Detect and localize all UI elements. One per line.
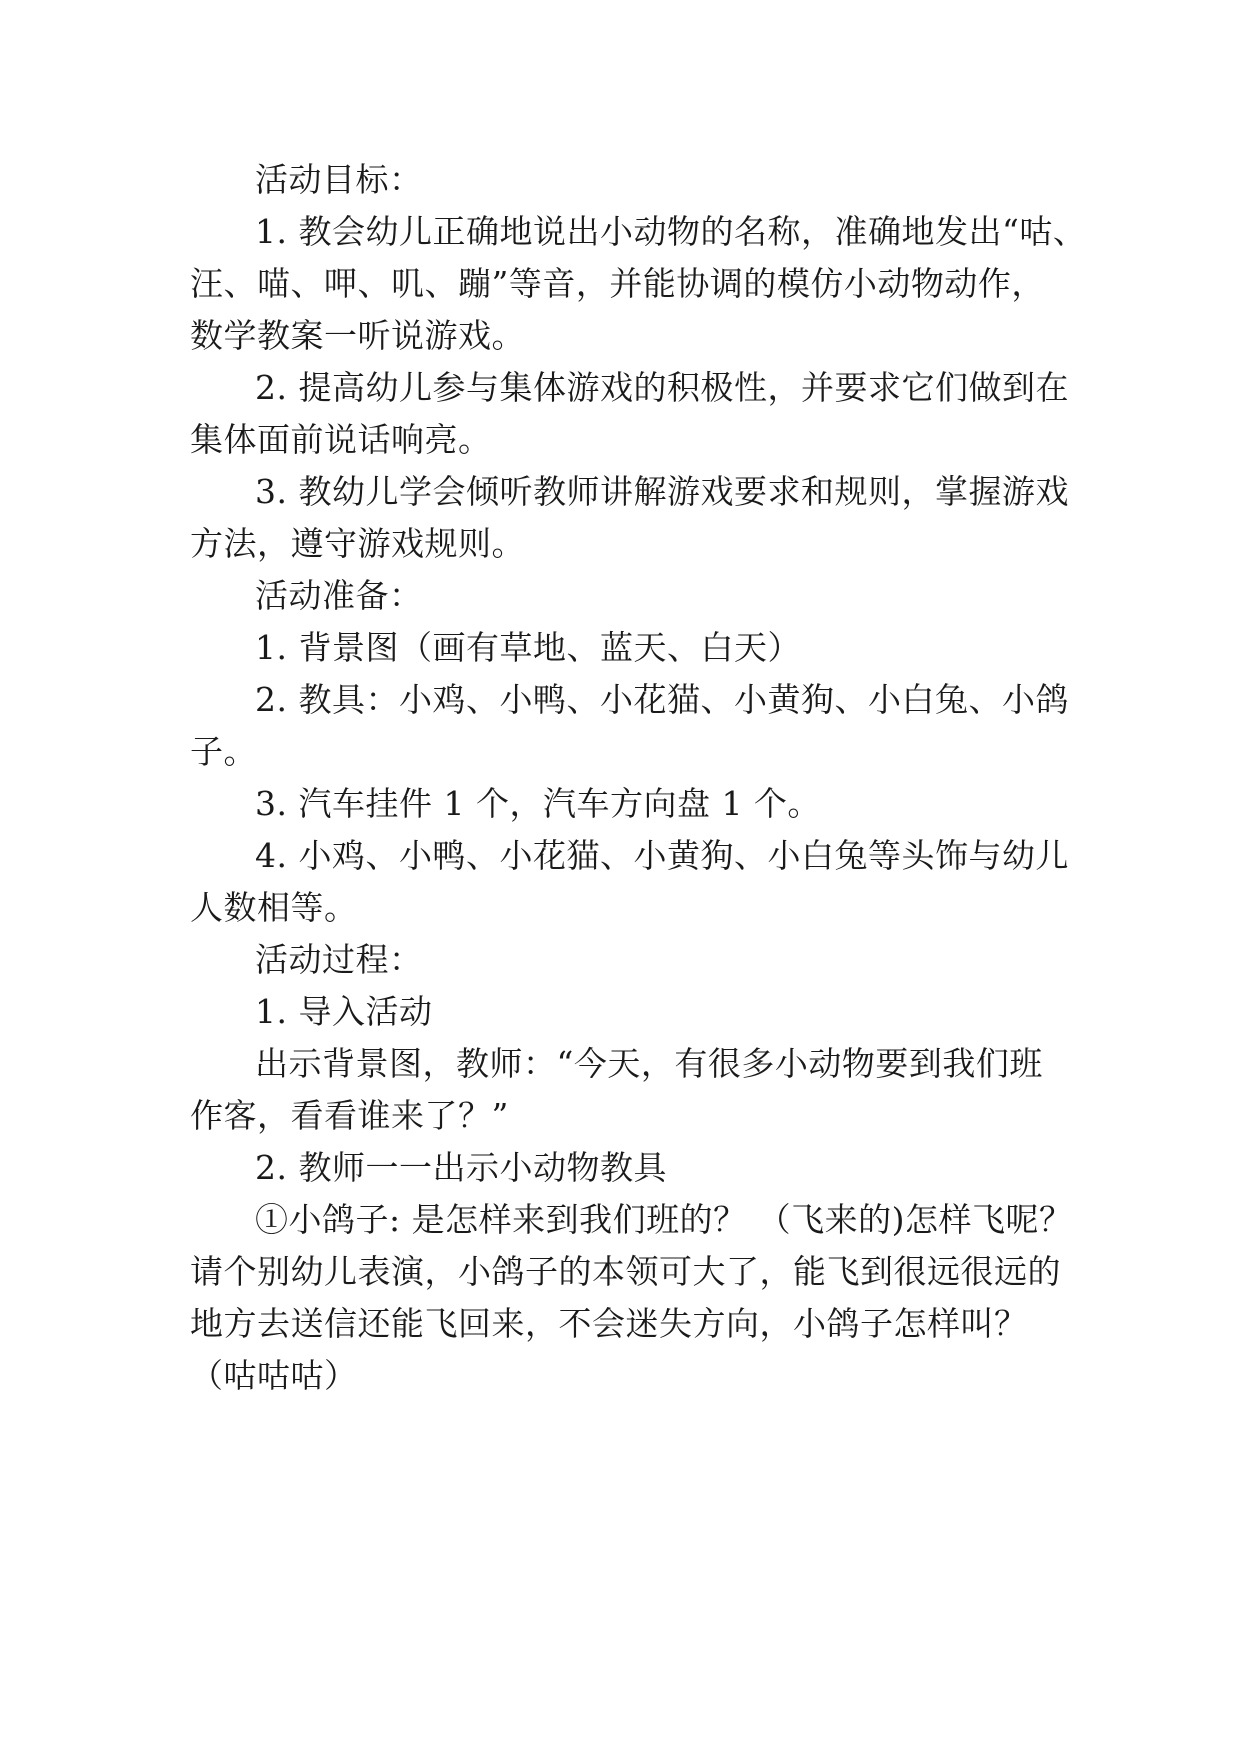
paragraph-line: 数学教案一听说游戏。 bbox=[190, 316, 525, 355]
section-heading-process: 活动过程： bbox=[255, 940, 423, 979]
paragraph-line: 1. 背景图（画有草地、蓝天、白天） bbox=[255, 628, 801, 667]
paragraph-line: 2. 提高幼儿参与集体游戏的积极性，并要求它们做到在 bbox=[255, 368, 1069, 407]
paragraph-line: 2. 教师一一出示小动物教具 bbox=[255, 1148, 667, 1187]
paragraph-line: 子。 bbox=[190, 732, 257, 771]
paragraph-line: 人数相等。 bbox=[190, 888, 358, 927]
paragraph-line: 1. 导入活动 bbox=[255, 992, 433, 1031]
section-heading-goals: 活动目标： bbox=[255, 160, 423, 199]
paragraph-line: 4. 小鸡、小鸭、小花猫、小黄狗、小白兔等头饰与幼儿 bbox=[255, 836, 1069, 875]
paragraph-line: 1. 教会幼儿正确地说出小动物的名称，准确地发出“咕、 bbox=[255, 212, 1087, 251]
paragraph-line: 集体面前说话响亮。 bbox=[190, 420, 492, 459]
paragraph-line: 3. 汽车挂件 1 个，汽车方向盘 1 个。 bbox=[255, 784, 821, 823]
paragraph-line: 出示背景图，教师：“今天，有很多小动物要到我们班 bbox=[255, 1044, 1043, 1083]
section-heading-preparation: 活动准备： bbox=[255, 576, 423, 615]
paragraph-line: 地方去送信还能飞回来，不会迷失方向，小鸽子怎样叫？ bbox=[190, 1304, 1028, 1343]
paragraph-line: 作客，看看谁来了？” bbox=[190, 1096, 509, 1135]
paragraph-line: ①小鸽子: 是怎样来到我们班的？ （飞来的)怎样飞呢？ bbox=[255, 1200, 1073, 1239]
paragraph-line: 汪、喵、呷、叽、蹦”等音，并能协调的模仿小动物动作， bbox=[190, 264, 1045, 303]
paragraph-line: 方法，遵守游戏规则。 bbox=[190, 524, 525, 563]
paragraph-line: 2. 教具：小鸡、小鸭、小花猫、小黄狗、小白兔、小鸽 bbox=[255, 680, 1069, 719]
paragraph-line: 3. 教幼儿学会倾听教师讲解游戏要求和规则，掌握游戏 bbox=[255, 472, 1069, 511]
paragraph-line: 请个别幼儿表演，小鸽子的本领可大了，能飞到很远很远的 bbox=[190, 1252, 1061, 1291]
paragraph-line: （咕咕咕） bbox=[190, 1356, 358, 1395]
